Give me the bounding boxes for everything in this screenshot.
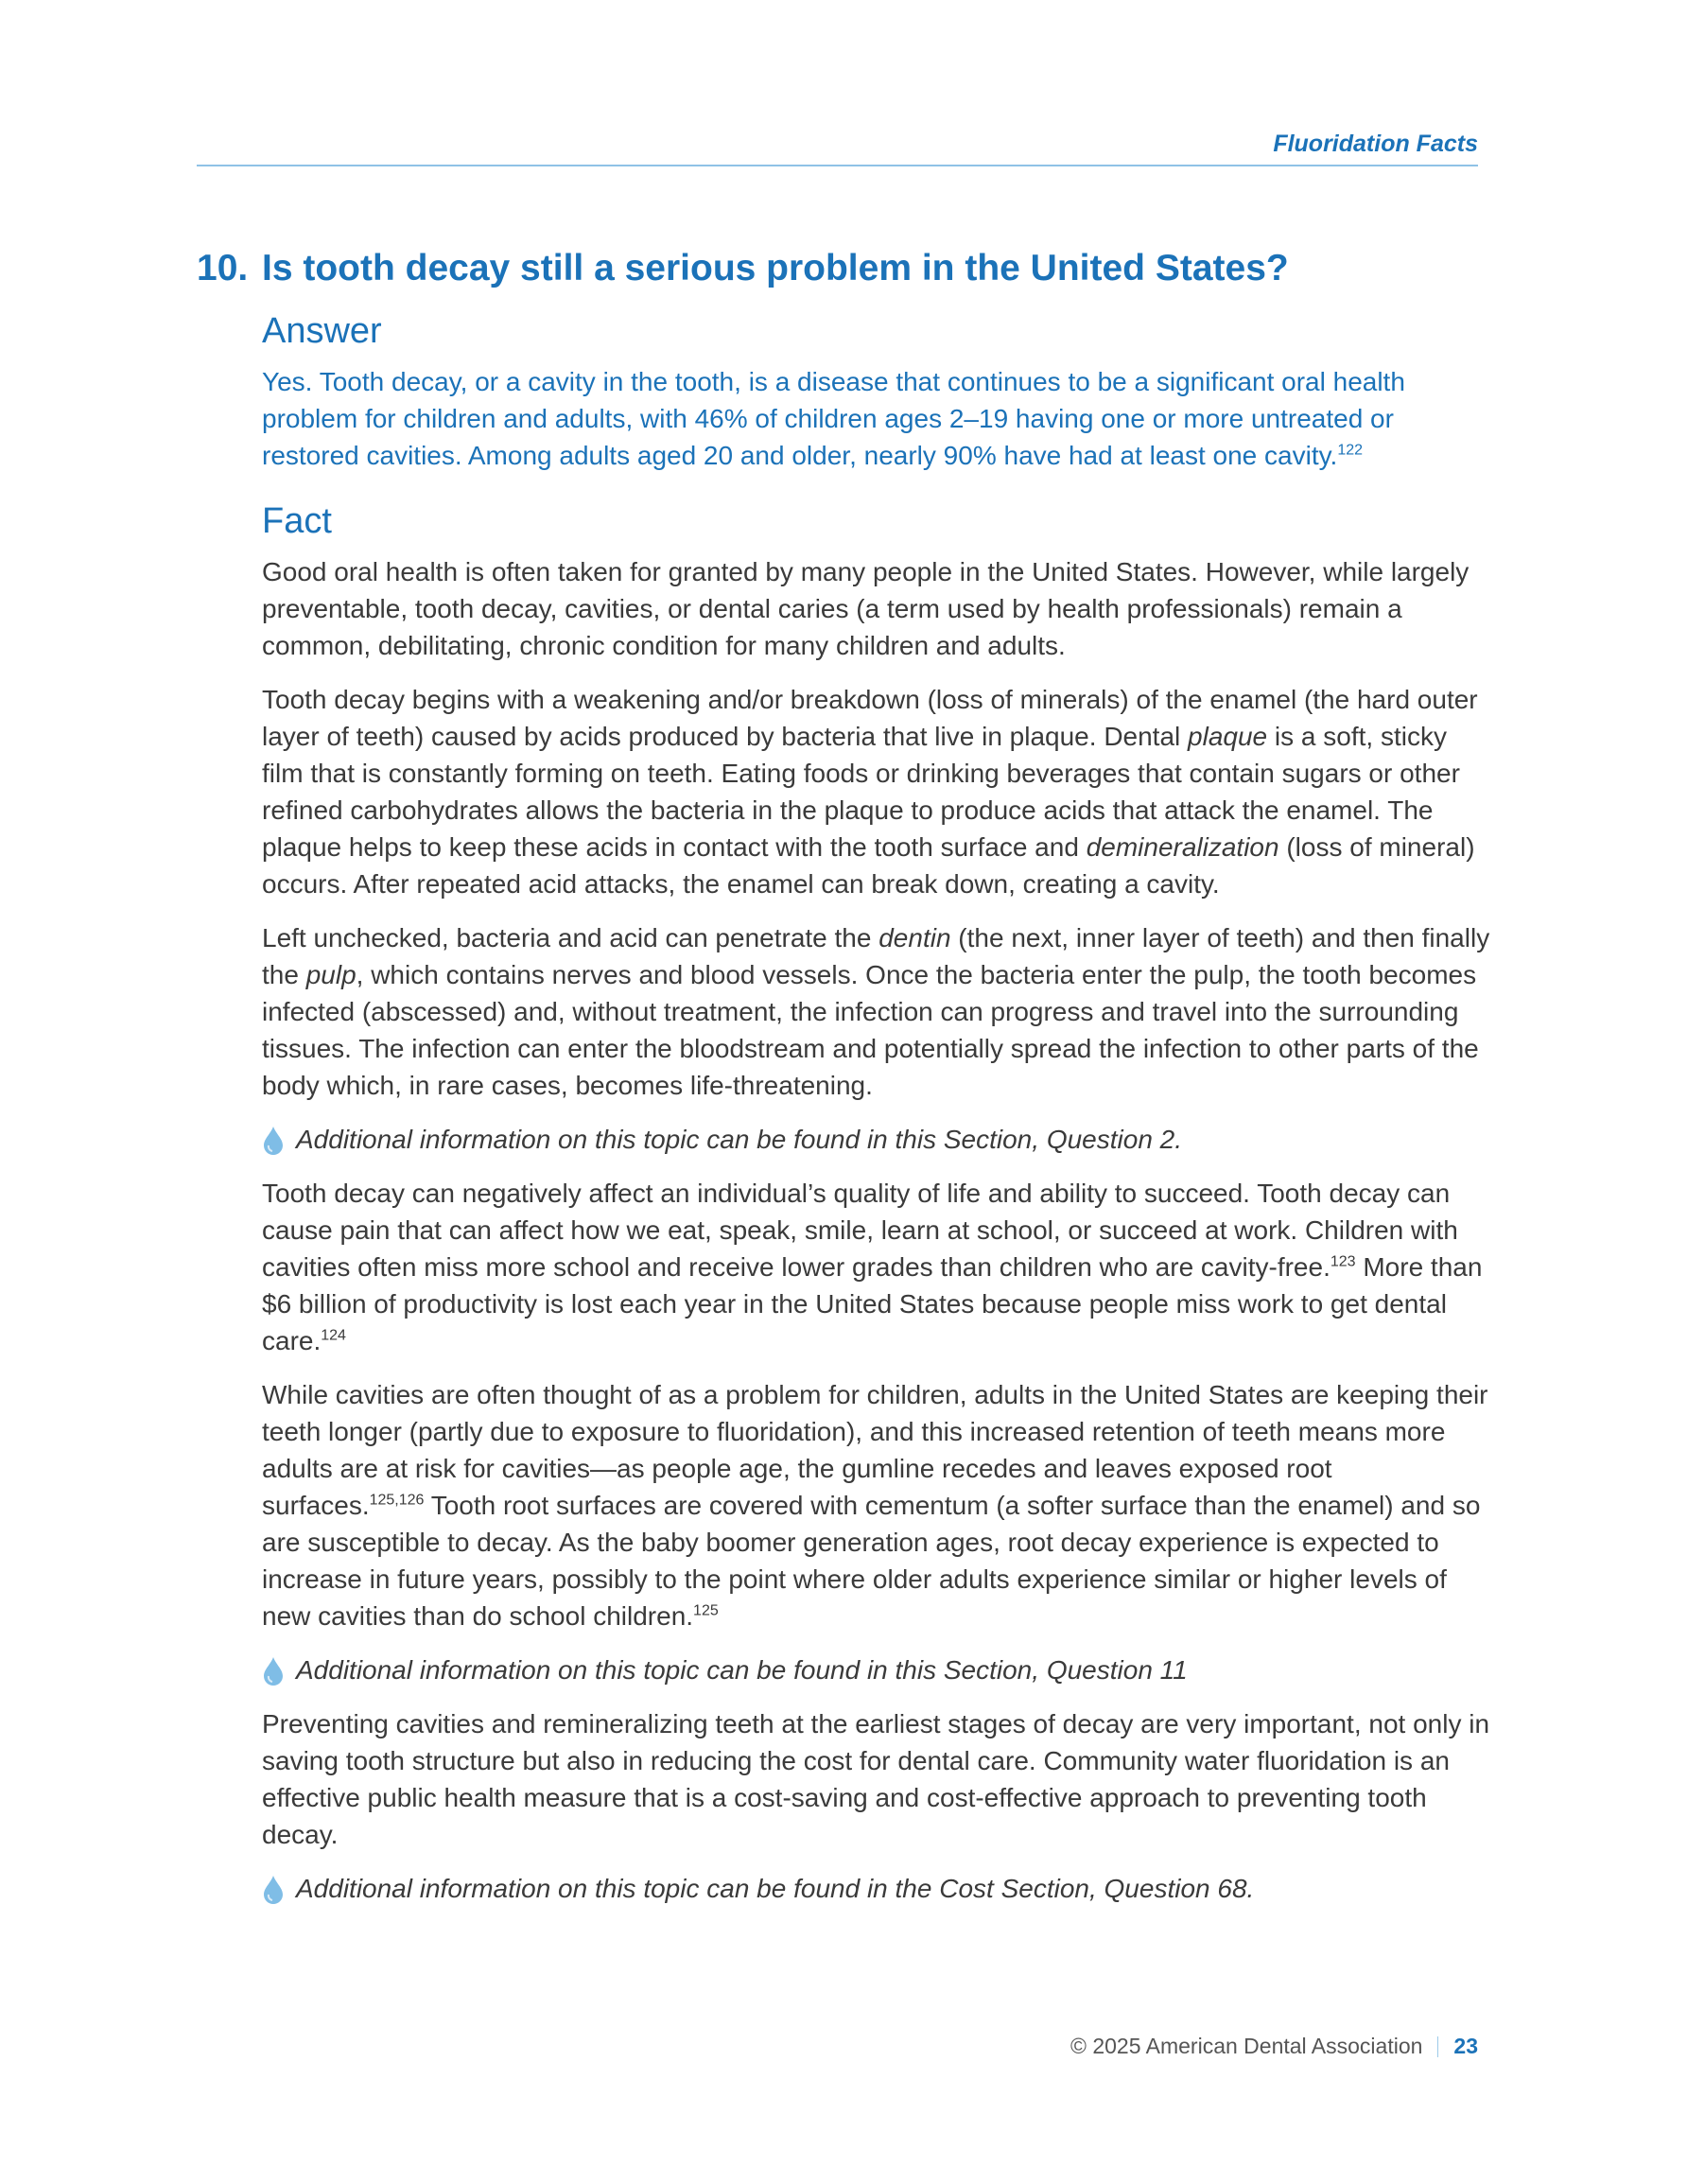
page-number: 23 <box>1453 2034 1478 2058</box>
fact-paragraph-1: Good oral health is often taken for granted by many people in the United States. However, while largely preventable, tooth decay, cavities, or dental caries (a term used by health professionals) remain a common, debilitating, chronic condition for many children and adults. <box>262 557 1470 660</box>
cross-reference-text: Additional information on this topic can be found in the Cost Section, Question 68. <box>296 1874 1255 1903</box>
italic-term-plaque: plaque <box>1188 722 1268 751</box>
cross-reference-note-1 <box>262 1121 1491 1158</box>
answer-paragraph <box>262 363 1491 474</box>
fact-paragraph-6: Preventing cavities and remineralizing teeth at the earliest stages of decay are very important, not only in saving tooth structure but also in reducing the cost for dental care. Community water fluoridation is an effective public health measure that is a cost-saving and cost-effective approach to preventing tooth decay. <box>262 1709 1490 1849</box>
text-run: (loss of mineral) occurs. After repeated acid attacks, the enamel can break down, creating a cavity. <box>262 832 1475 899</box>
reference-marker: 122 <box>1337 442 1364 459</box>
reference-marker: 125,126 <box>369 1492 425 1509</box>
header-divider <box>197 165 1478 166</box>
cross-reference-text: Additional information on this topic can be found in this Section, Question 11 <box>296 1655 1188 1685</box>
water-drop-icon <box>262 1656 285 1686</box>
water-drop-icon <box>262 1875 285 1905</box>
fact-paragraph-2 <box>262 681 1491 902</box>
text-run: Tooth decay begins with a weakening and/or breakdown (loss of minerals) of the enamel (the hard outer layer of teeth) caused by acids produced by bacteria that live in plaque. Dental <box>262 685 1478 751</box>
reference-marker: 125 <box>693 1602 719 1619</box>
water-drop-icon <box>262 1126 285 1156</box>
running-header: Fluoridation Facts <box>1273 131 1478 157</box>
italic-term-dentin: dentin <box>878 923 951 952</box>
text-run: More than $6 billion of productivity is lost each year in the United States because people miss work to get dental care. <box>262 1252 1483 1355</box>
cross-reference-text: Additional information on this topic can be found in this Section, Question 2. <box>296 1125 1183 1154</box>
text-run: Tooth decay can negatively affect an individual’s quality of life and ability to succeed. Tooth decay can cause pain that can affect how we eat, speak, smile, learn at school, or succeed at work. Children with cavities often miss more school and receive lower grades than children who are cavity-free. <box>262 1179 1458 1282</box>
question-number: 10. <box>197 248 249 288</box>
cross-reference-note-2 <box>262 1651 1491 1688</box>
answer-heading: Answer <box>262 311 382 351</box>
text-run: Tooth root surfaces are covered with cementum (a softer surface than the enamel) and so are susceptible to decay. As the baby boomer generation ages, root decay experience is expected to increase in future years, possibly to the point where older adults experience similar or higher levels of new cavities than do school children. <box>262 1491 1481 1631</box>
text-run: Left unchecked, bacteria and acid can penetrate the <box>262 923 879 952</box>
answer-text: Yes. Tooth decay, or a cavity in the tooth, is a disease that continues to be a significant oral health problem for children and adults, with 46% of children ages 2–19 having one or more untreated or restored cavities. Among adults aged 20 and older, nearly 90% have had at least one cavity. <box>262 367 1405 470</box>
reference-marker: 123 <box>1330 1253 1356 1270</box>
cross-reference-note-3 <box>262 1870 1491 1907</box>
question-body <box>262 308 1491 1924</box>
footer-divider <box>1437 2036 1438 2057</box>
text-run: , which contains nerves and blood vessels. Once the bacteria enter the pulp, the tooth becomes infected (abscessed) and, without treatment, the infection can progress and travel into the surrounding tissues. The infection can enter the bloodstream and potentially spread the infection to other parts of the body which, in rare cases, becomes life-threatening. <box>262 960 1479 1100</box>
fact-paragraph-5 <box>262 1376 1491 1634</box>
copyright-notice: © 2025 American Dental Association <box>1070 2034 1423 2058</box>
text-run: is a soft, sticky film that is constantly forming on teeth. Eating foods or drinking beverages that contain sugars or other refined carbohydrates allows the bacteria in the plaque to produce acids that attack the enamel. The plaque helps to keep these acids in contact with the tooth surface and <box>262 722 1460 862</box>
text-run: While cavities are often thought of as a problem for children, adults in the United States are keeping their teeth longer (partly due to exposure to fluoridation), and this increased retention of teeth means more adults are at risk for cavities—as people age, the gumline recedes and leaves exposed root surfaces. <box>262 1380 1488 1520</box>
fact-paragraph-3 <box>262 919 1491 1104</box>
question-title: Is tooth decay still a serious problem in the United States? <box>262 248 1289 288</box>
page-footer <box>197 2034 1478 2059</box>
text-run: (the next, inner layer of teeth) and then finally the <box>262 923 1490 989</box>
italic-term-demineralization: demineralization <box>1086 832 1279 862</box>
reference-marker: 124 <box>321 1327 346 1344</box>
italic-term-pulp: pulp <box>305 960 357 989</box>
fact-paragraph-4 <box>262 1175 1491 1359</box>
fact-heading: Fact <box>262 501 332 541</box>
